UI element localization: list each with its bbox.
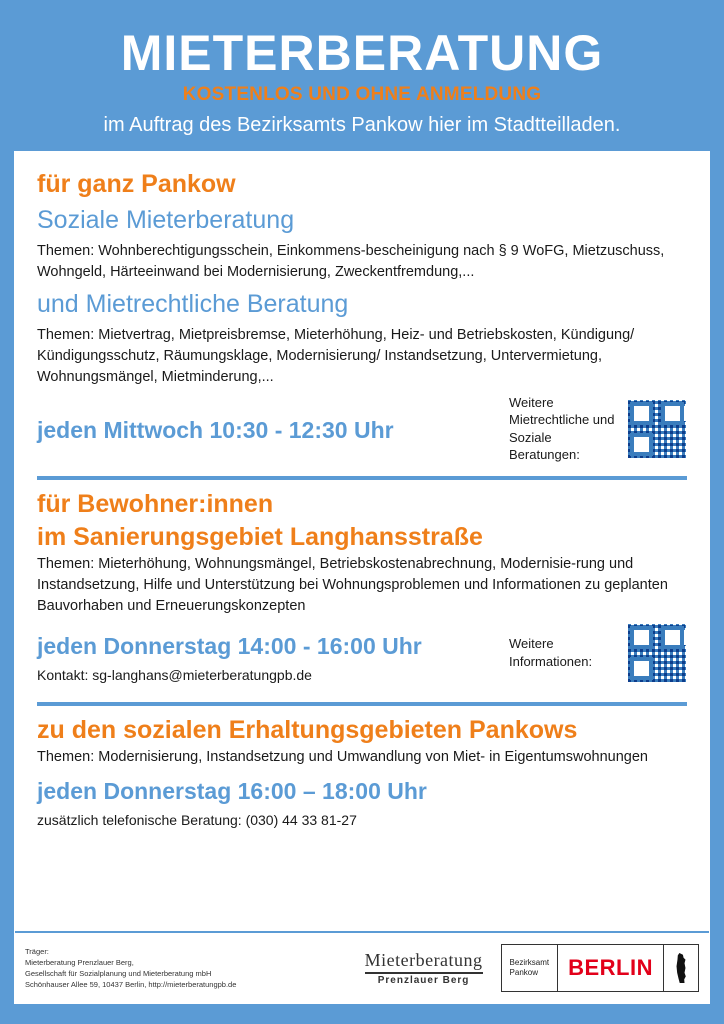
qr-code-icon[interactable] <box>627 399 687 459</box>
section2-left <box>37 623 509 690</box>
divider-1 <box>37 476 687 480</box>
section1-heading-blue-2: und Mietrechtliche Beratung <box>37 289 349 318</box>
section1-heading-blue: Soziale Mieterberatung <box>37 205 295 234</box>
logo-bezirksamt-line1: Bezirksamt <box>509 957 550 967</box>
section2-time-row <box>37 623 687 690</box>
section2-qr-caption: Weitere Informationen: <box>509 636 593 669</box>
section2-heading-line1: für Bewohner:innen <box>37 490 274 519</box>
poster-header <box>14 14 710 151</box>
section3-topics: Themen: Modernisierung, Instandsetzung und Umwandlung von Miet- in Eigentumswohnungen <box>37 748 648 765</box>
section1-topics-legal: Themen: Mietvertrag, Mietpreisbremse, Mieterhöhung, Heiz- und Betriebskosten, Kündigung/ Kündigungsschutz, Räumungsklage, Modernisierung/ Instandsetzung, Untervermietung, Wohnungsmängel, Mietminderung,... <box>37 326 635 385</box>
content-panel <box>14 151 710 1004</box>
section-langhansstrasse <box>37 490 687 690</box>
section2-topics: Themen: Mieterhöhung, Wohnungsmängel, Betriebskostenabrechnung, Modernisie-rung und Instandsetzung, Hilfe und Unterstützung bei Wohnungsproblemen und Informationen zu geplanten Bauvorhaben und Erneuerungskonzepten <box>37 555 668 614</box>
header-subtitle-orange: KOSTENLOS UND OHNE ANMELDUNG <box>182 84 542 105</box>
section2-heading-line2: im Sanierungsgebiet Langhansstraße <box>37 522 483 551</box>
logo-bezirksamt <box>502 945 559 991</box>
footer-address-line-4: Schönhauser Allee 59, 10437 Berlin, http://mieterberatungpb.de <box>25 980 237 990</box>
qr-code-icon[interactable] <box>627 623 687 683</box>
page-title: MIETERBERATUNG <box>120 25 604 81</box>
section1-time: jeden Mittwoch 10:30 - 12:30 Uhr <box>37 417 394 444</box>
logo-bezirksamt-line2: Pankow <box>509 968 539 977</box>
footer-address <box>25 946 355 991</box>
berlin-bear-icon <box>664 945 698 991</box>
section3-time: jeden Donnerstag 16:00 – 18:00 Uhr <box>37 777 427 804</box>
section2-qr-block <box>509 623 687 683</box>
section-erhaltungsgebiete <box>37 716 687 831</box>
logo-berlin-wordmark: BERLIN <box>558 945 664 991</box>
section2-qr-wrap <box>627 623 687 683</box>
section1-time-row <box>37 394 687 464</box>
footer-address-line-1: Träger: <box>25 946 49 956</box>
divider-2 <box>37 702 687 706</box>
section2-time: jeden Donnerstag 14:00 - 16:00 Uhr <box>37 632 422 659</box>
section1-qr-caption: Weitere Mietrechtliche und Soziale Beratungen: <box>509 394 615 463</box>
section1-qr-block <box>509 394 687 464</box>
section1-qr-wrap <box>627 399 687 459</box>
logo-mieterberatung-line1: Mieterberatung <box>364 950 483 970</box>
footer-address-line-3: Gesellschaft für Sozialplanung und Mieterberatung mbH <box>25 969 212 978</box>
logo-mieterberatung <box>365 950 483 986</box>
header-subtitle-white: im Auftrag des Bezirksamts Pankow hier im Stadtteilladen. <box>103 114 621 136</box>
section1-heading-orange: für ganz Pankow <box>37 170 236 198</box>
section3-phone-note: zusätzlich telefonische Beratung: (030) 44 33 81-27 <box>37 812 357 829</box>
section-ganz-pankow <box>37 170 687 464</box>
logo-mieterberatung-line2: Prenzlauer Berg <box>365 972 483 986</box>
section2-contact: Kontakt: sg-langhans@mieterberatungpb.de <box>37 667 312 684</box>
poster-footer <box>15 931 709 1003</box>
section3-heading: zu den sozialen Erhaltungsgebieten Pankows <box>37 715 578 744</box>
logo-berlin <box>501 944 699 992</box>
section1-topics-social: Themen: Wohnberechtigungsschein, Einkommens-bescheinigung nach § 9 WoFG, Mietzuschuss, Wohngeld, Härteeinwand bei Modernisierung, Zweckentfremdung,... <box>37 242 665 280</box>
footer-address-line-2: Mieterberatung Prenzlauer Berg, <box>25 957 134 967</box>
